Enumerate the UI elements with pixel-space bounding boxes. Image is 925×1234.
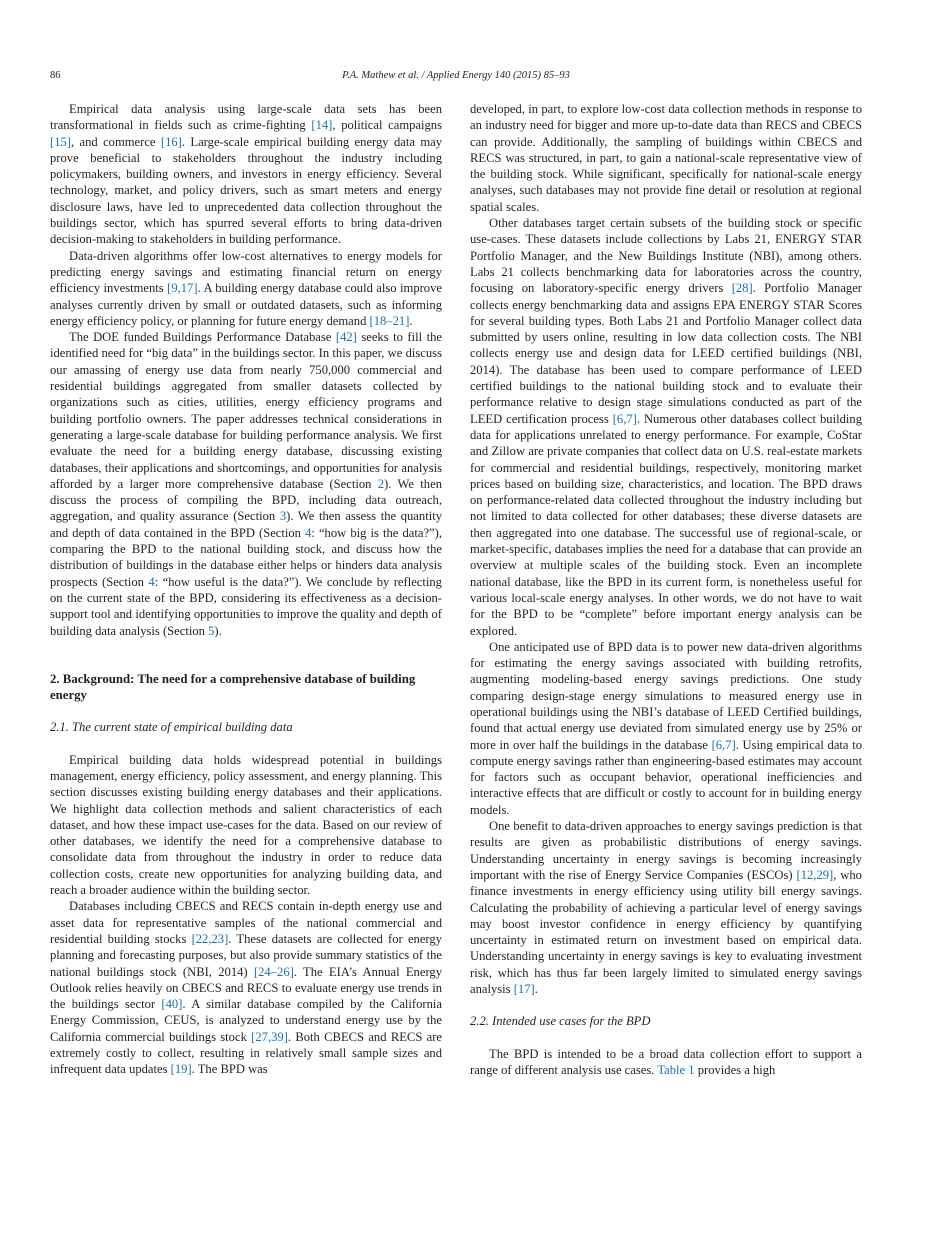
paragraph-text: . A building energy database could also improve analyses currently driven by small or outdated datasets, such as informing energy efficiency policy, or planning for future energy demand — [50, 281, 442, 328]
right-column — [470, 101, 862, 1078]
citation-link[interactable]: [17] — [513, 982, 535, 997]
paragraph-text: Databases including CBECS and RECS contain in-depth energy use and asset data for representative samples of the national commercial and residential building stocks — [50, 899, 442, 946]
paragraph-text: One anticipated use of BPD data is to power new data-driven algorithms for estimating the energy savings associated with building retrofits, augmenting modeling-based energy savings predictions. One study comparing design-stage energy simulations to measured energy use in operational buildings using the NBI’s database of LEED Certified buildings, found that actual energy use deviated from simulated energy use by 25% or more in over half the buildings in the database — [470, 639, 862, 752]
paragraph — [50, 329, 442, 639]
paragraph-text: The DOE funded Buildings Performance Database — [69, 330, 336, 345]
paragraph — [470, 639, 862, 818]
paragraph — [50, 752, 442, 899]
paragraph-text: Data-driven algorithms offer low-cost alternatives to energy models for predicting energy savings and estimating financial return on energy efficiency investments — [50, 248, 442, 296]
paragraph-text: Other databases target certain subsets of the building stock or specific use-cases. These datasets include collections by Labs 21, ENERGY STAR Portfolio Manager, and the New Buildings Institute (NBI), among others. Labs 21 collects benchmarking data for laboratories across the country, focusing on laboratory-specific energy drivers — [470, 216, 862, 296]
paragraph-text: , who finance investments in energy efficiency using utility bill energy savings. Calculating the probability of achieving a particular level of energy savings may boost investor confidence in energy efficiency by quantifying uncertainty in estimated return on investment based on empirical data. Understanding uncertainty in energy savings is key to evaluating investment risk, which has thus far been largely limited to simulated energy savings analysis — [470, 867, 862, 997]
paragraph — [50, 898, 442, 1077]
paragraph-text: . Numerous other databases collect building data for applications unrelated to energy performance. For example, CoStar and Zillow are private companies that collect data on U.S. real-estate markets for commercial and residential buildings, respectively, monitoring market prices based on building size, characteristics, and location. The BPD draws on performance-related data collected throughout the industry including but not limited to data collected for other databases; these diverse datasets are then aggregated into one database. The successful use of regional-scale, or market-specific, databases implies the need for a database that can provide an overview at multiple scales of the building stock. Even an incomplete national database, like the BPD in its current form, is nonetheless useful for various local-scale energy analyses. In other words, we do not have to wait for the BPD to be “complete” before important energy analysis can be explored. — [470, 411, 862, 638]
paragraph-text: Empirical data analysis using large-scale data sets has been transformational in fields such as crime-fighting — [50, 102, 442, 133]
paragraph — [470, 101, 862, 215]
citation-link[interactable]: [9,17] — [167, 281, 198, 296]
paragraph — [50, 101, 442, 248]
paragraph-text: One benefit to data-driven approaches to energy savings prediction is that results are given as probabilistic distributions of energy savings. Understanding uncertainty in energy savings is becoming increasingly important with the rise of Energy Service Companies (ESCOs) — [470, 819, 862, 882]
left-column — [50, 101, 442, 1078]
paragraph-text: . A similar database compiled by the California Energy Commission, CEUS, is analyzed to understand energy use by the California commercial buildings stock — [50, 997, 442, 1044]
paragraph-text: . — [409, 313, 413, 328]
paragraph-text: ). We then discuss the process of compiling the BPD, including data outreach, aggregation, and quality assurance (Section — [50, 476, 442, 524]
paragraph-text: . — [534, 982, 538, 997]
paragraph-text: . Large-scale empirical building energy data may prove beneficial to stakeholders throughout the industry including policymakers, building owners, and investors in energy efficiency. Several technology, market, and policy drivers, such as smart meters and energy disclosure laws, have led to unprecedented data collection throughout the buildings sector, which has spurred several efforts to bring data-driven decision-making to stakeholders in building performance. — [50, 134, 443, 247]
citation-link[interactable]: [27,39] — [251, 1029, 288, 1044]
paragraph-text: ). We then assess the quantity and depth of data contained in the BPD (Section — [50, 509, 442, 540]
paragraph-text: developed, in part, to explore low-cost data collection methods in response to an industry need for bigger and more up-to-date data than RECS and CBECS can provide. Additionally, the sampling of buildings within CBECS and RECS was structured, in part, to gain a national-scale representative view of the building stock. While significant, specifically for national-scale energy analyses, such databases may not provide fine detail or resolution at regional spatial scales. — [470, 102, 862, 214]
paragraph-text: The BPD is intended to be a broad data collection effort to support a range of different analysis use cases. — [470, 1046, 862, 1077]
citation-link[interactable]: [19] — [170, 1062, 192, 1077]
paragraph-text: . The EIA’s Annual Energy Outlook relies heavily on CBECS and RECS to evaluate energy use trends in the buildings sector — [50, 964, 442, 1012]
citation-link[interactable]: [6,7] — [612, 411, 637, 426]
paragraph-text: . The BPD was — [191, 1062, 268, 1077]
paragraph — [470, 215, 862, 639]
paragraph — [50, 248, 442, 329]
subsection-heading: 2.1. The current state of empirical building data — [50, 720, 293, 735]
paragraph — [470, 818, 862, 997]
citation-link[interactable]: [15] — [50, 134, 71, 149]
paragraph-text: Empirical building data holds widespread potential in buildings management, energy efficiency, policy assessment, and energy planning. This section discusses existing building energy databases and their applications. We highlight data collection methods and salient characteristics of each dataset, and how these impact use-cases for the data. Based on our review of other databases, we identify the need for a comprehensive database to consolidate data from throughout the industry in order to reduce data collection costs, create new opportunities for analyzing building data, and reach a broader audience within the building sector. — [50, 752, 442, 898]
citation-link[interactable]: [18–21] — [369, 313, 410, 328]
running-title: P.A. Mathew et al. / Applied Energy 140 (2015) 85–93 — [342, 70, 570, 81]
paragraph-text: seeks to fill the identified need for “big data” in the buildings sector. In this paper, we discuss our amassing of energy use data from nearly 750,000 commercial and residential buildings aggregated from smaller datasets collected by organizations such as cities, utilities, energy efficiency programs and building portfolio owners. The paper addresses technical considerations in generating a large-scale database for building performance analysis. We first evaluate the need for a building energy database, discussing existing databases, their applications and shortcomings, and opportunities for analysis afforded by a larger more comprehensive database (Section — [50, 330, 442, 491]
paragraph-text: : “how useful is the data?”). We conclude by reflecting on the current state of the BPD, considering its effectiveness as a decision-support tool and identifying opportunities to improve the quality and depth of building data analysis (Section — [50, 574, 442, 638]
paragraph-text: . Both CBECS and RECS are extremely costly to collect, resulting in relatively small sample sizes and infrequent data updates — [50, 1029, 442, 1077]
citation-link[interactable]: 4 — [305, 525, 312, 540]
citation-link[interactable]: [22,23] — [191, 931, 229, 946]
paragraph-text: : “how big is the data?”), comparing the BPD to the national building stock, and discuss how the distribution of buildings in the database either helps or hinders data analysis prospects (Section — [50, 525, 442, 589]
citation-link[interactable]: [12,29] — [796, 867, 834, 882]
citation-link[interactable]: [6,7] — [711, 737, 736, 752]
paragraph — [470, 1046, 862, 1079]
citation-link[interactable]: 2 — [377, 476, 385, 491]
citation-link[interactable]: [14] — [311, 118, 333, 133]
page-number: 86 — [50, 70, 61, 81]
paragraph-text: . Portfolio Manager collects energy benchmarking data and assigns EPA ENERGY STAR Scores for several building types. Both Labs 21 and Portfolio Manager collect data submitted by users online, resulting in low data collection costs. The NBI collects energy use and design data for LEED certified buildings (NBI, 2014). The database has been used to compare performance of LEED certified buildings to the national building stock and to evaluate their performance relative to design stage simulations conducted as part of the LEED certification process — [470, 281, 862, 426]
citation-link[interactable]: [42] — [335, 330, 357, 345]
citation-link[interactable]: [16] — [160, 134, 182, 149]
citation-link[interactable]: [28] — [731, 281, 753, 296]
subsection-heading: 2.2. Intended use cases for the BPD — [470, 1014, 651, 1029]
citation-link[interactable]: Table 1 — [657, 1062, 695, 1077]
citation-link[interactable]: 3 — [279, 509, 287, 524]
paragraph-text: ). — [214, 623, 222, 638]
paragraph-text: . These datasets are collected for energy planning and forecasting purposes, but also provide summary statistics of the national buildings stock (NBI, 2014) — [50, 931, 442, 979]
paragraph-text: provides a high — [694, 1062, 776, 1077]
paragraph-text: , and commerce — [70, 134, 161, 149]
paragraph-text: . Using empirical data to compute energy savings rather than engineering-based estimates may account for factors such as occupant behavior, operational inefficiencies and interactive effects that are difficult or costly to account for in building energy models. — [470, 737, 862, 817]
section-heading: 2. Background: The need for a comprehensive database of building energy — [50, 671, 416, 703]
page-header — [50, 70, 862, 88]
paragraph-text: , political campaigns — [332, 118, 442, 133]
citation-link[interactable]: 5 — [208, 623, 215, 638]
citation-link[interactable]: [40] — [161, 997, 183, 1012]
citation-link[interactable]: 4 — [148, 574, 155, 589]
citation-link[interactable]: [24–26] — [253, 964, 294, 979]
